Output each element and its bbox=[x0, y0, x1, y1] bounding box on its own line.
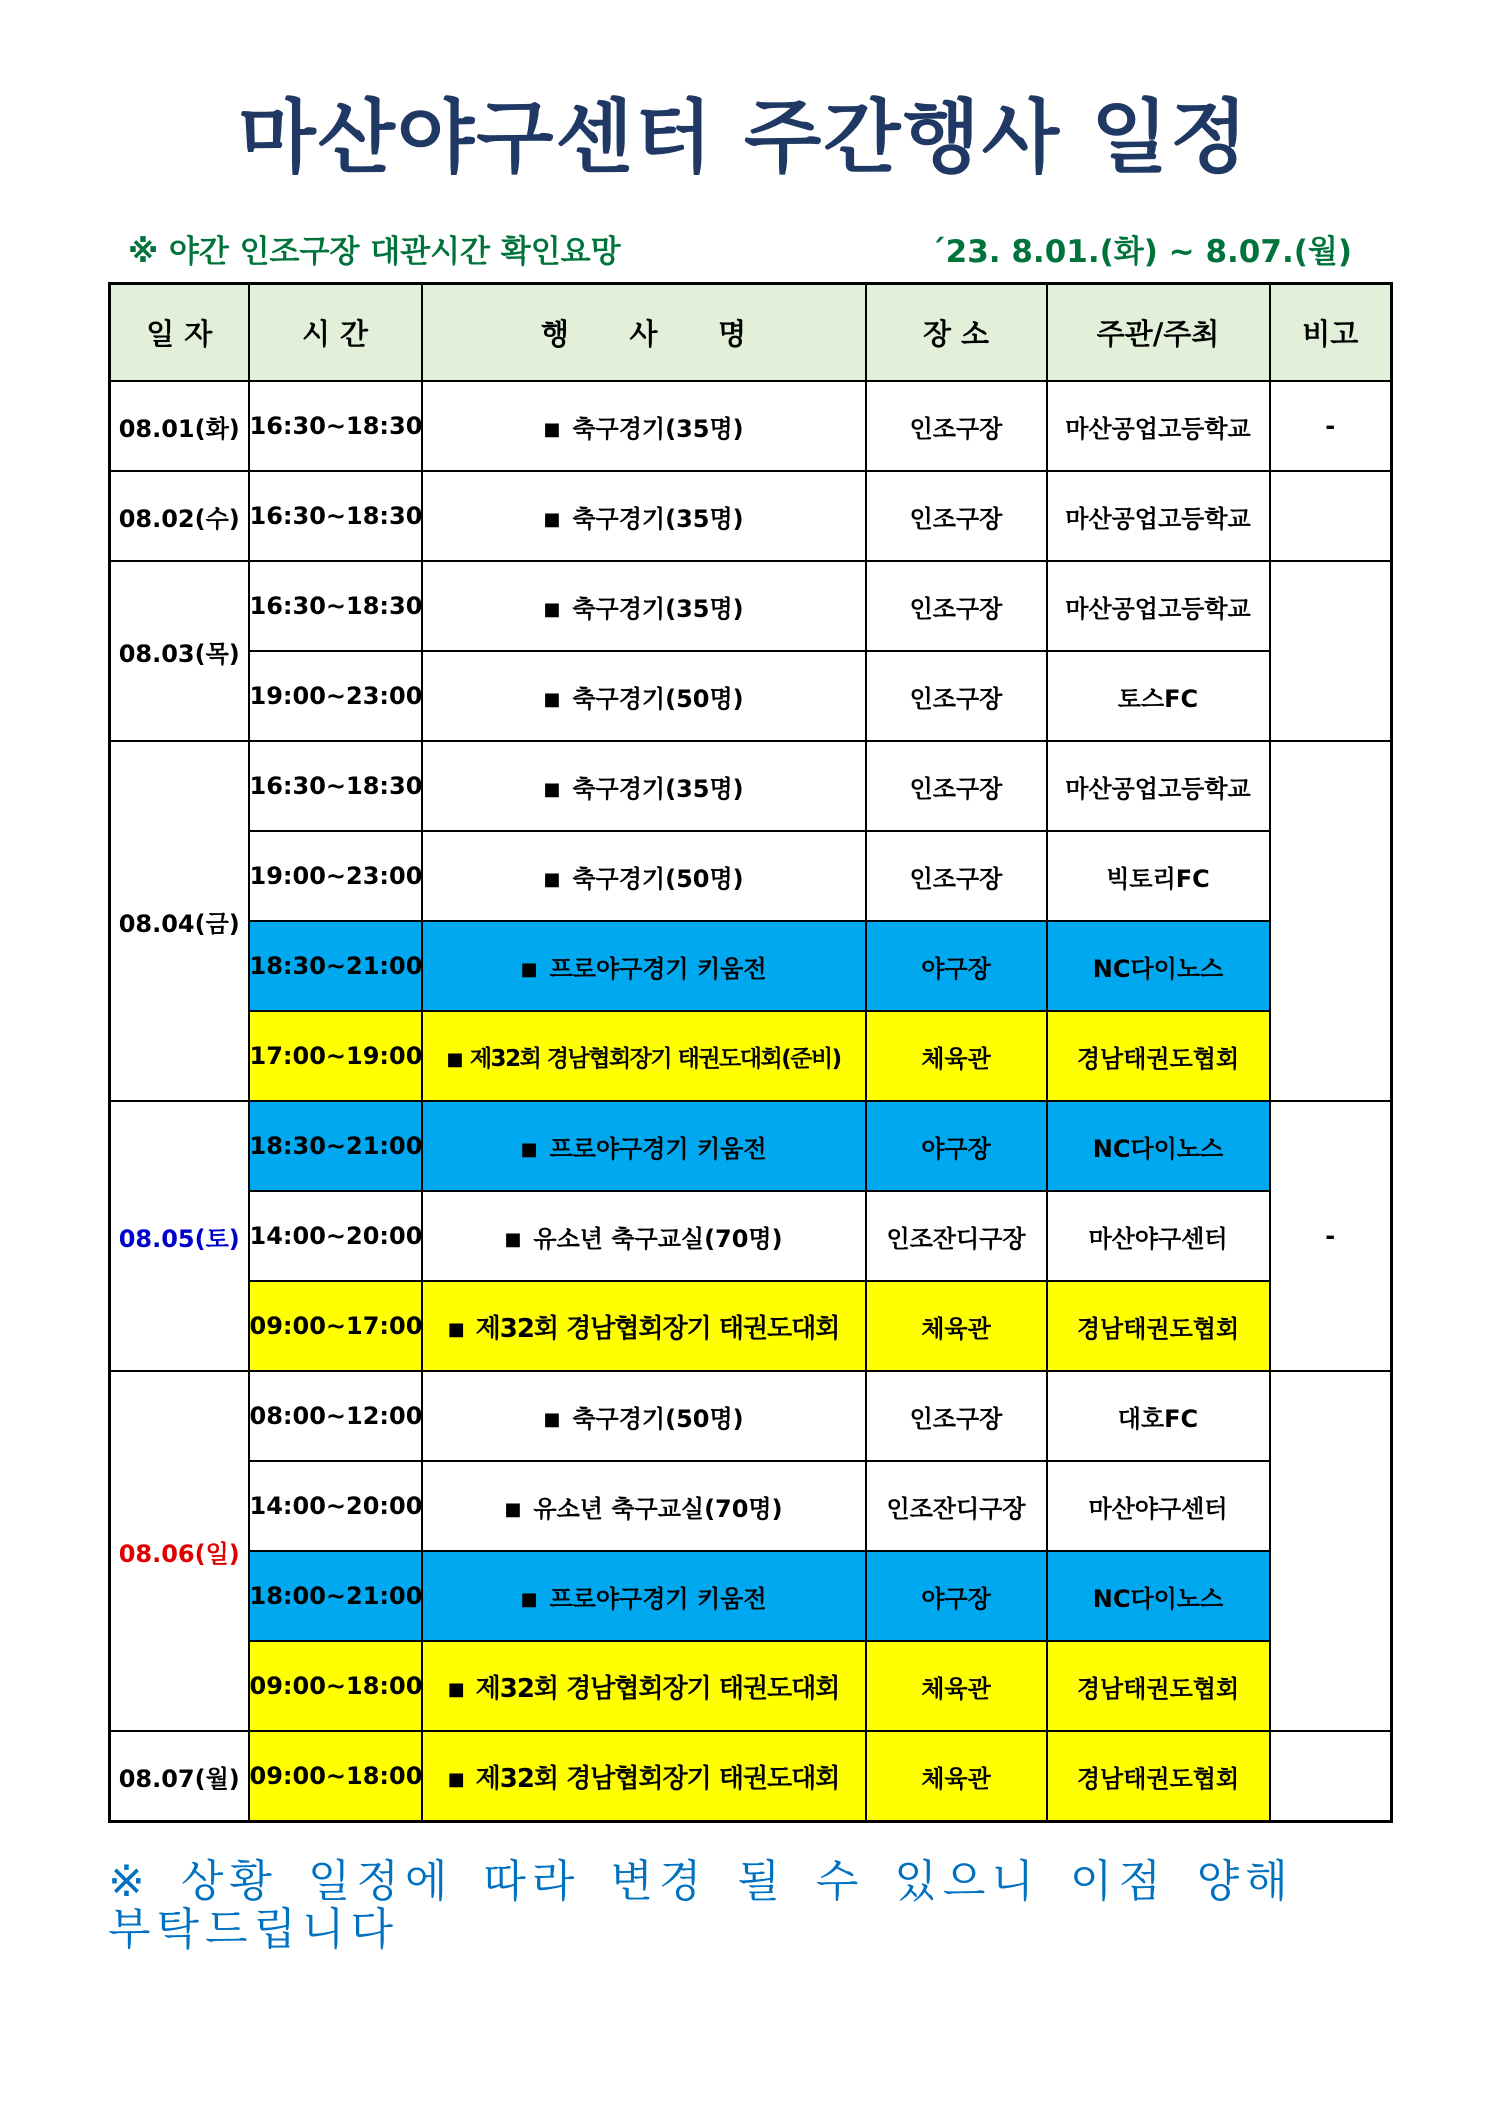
header-place: 장 소 bbox=[866, 284, 1047, 382]
table-row bbox=[110, 1461, 1392, 1551]
event-name: 유소년 축구교실(70명) bbox=[533, 1224, 783, 1253]
event-cell bbox=[422, 1101, 866, 1191]
event-name: 제32회 경남협회장기 태권도대회 bbox=[475, 1313, 840, 1344]
bullet-icon: ■ bbox=[543, 509, 561, 530]
place-cell: 인조잔디구장 bbox=[866, 1191, 1047, 1281]
table-row bbox=[110, 471, 1392, 561]
table-row bbox=[110, 1101, 1392, 1191]
bullet-icon: ■ bbox=[520, 1589, 538, 1610]
header-date: 일 자 bbox=[110, 284, 249, 382]
note-cell bbox=[1270, 741, 1392, 1101]
place-cell: 인조구장 bbox=[866, 651, 1047, 741]
bullet-icon: ■ bbox=[543, 599, 561, 620]
org-cell: 경남태권도협회 bbox=[1047, 1641, 1270, 1731]
event-cell bbox=[422, 831, 866, 921]
bullet-icon: ■ bbox=[543, 779, 561, 800]
event-name: 축구경기(50명) bbox=[572, 1404, 744, 1433]
event-name: 프로야구경기 키움전 bbox=[549, 1584, 767, 1613]
date-cell: 08.02(수) bbox=[110, 471, 249, 561]
org-cell: 마산공업고등학교 bbox=[1047, 741, 1270, 831]
schedule-table bbox=[108, 282, 1393, 1823]
org-cell: NC다이노스 bbox=[1047, 1551, 1270, 1641]
time-cell: 18:30~21:00 bbox=[249, 1101, 422, 1191]
time-cell: 09:00~17:00 bbox=[249, 1281, 422, 1371]
event-name: 제32회 경남협회장기 태권도대회 bbox=[475, 1763, 840, 1794]
date-cell: 08.03(목) bbox=[110, 561, 249, 741]
note-cell: - bbox=[1270, 381, 1392, 471]
time-cell: 18:30~21:00 bbox=[249, 921, 422, 1011]
table-row bbox=[110, 1731, 1392, 1822]
event-name: 축구경기(35명) bbox=[572, 774, 744, 803]
table-row bbox=[110, 1371, 1392, 1461]
event-cell bbox=[422, 651, 866, 741]
event-cell bbox=[422, 741, 866, 831]
event-cell bbox=[422, 1641, 866, 1731]
org-cell: 마산공업고등학교 bbox=[1047, 561, 1270, 651]
bullet-icon: ■ bbox=[543, 689, 561, 710]
table-row bbox=[110, 921, 1392, 1011]
table-row bbox=[110, 1281, 1392, 1371]
table-row bbox=[110, 1011, 1392, 1101]
event-cell bbox=[422, 1011, 866, 1101]
note-cell bbox=[1270, 471, 1392, 561]
place-cell: 체육관 bbox=[866, 1641, 1047, 1731]
header-event: 행 사 명 bbox=[422, 284, 866, 382]
note-cell bbox=[1270, 1371, 1392, 1731]
bullet-icon: ■ bbox=[543, 869, 561, 890]
table-row bbox=[110, 1191, 1392, 1281]
bullet-icon: ■ bbox=[447, 1318, 464, 1340]
event-name: 축구경기(35명) bbox=[572, 414, 744, 443]
place-cell: 체육관 bbox=[866, 1011, 1047, 1101]
org-cell: 마산야구센터 bbox=[1047, 1461, 1270, 1551]
event-cell bbox=[422, 1551, 866, 1641]
org-cell: NC다이노스 bbox=[1047, 1101, 1270, 1191]
org-cell: 마산야구센터 bbox=[1047, 1191, 1270, 1281]
event-cell bbox=[422, 1281, 866, 1371]
org-cell: 토스FC bbox=[1047, 651, 1270, 741]
header-time: 시 간 bbox=[249, 284, 422, 382]
table-header-row bbox=[110, 284, 1392, 382]
date-cell: 08.04(금) bbox=[110, 741, 249, 1101]
time-cell: 19:00~23:00 bbox=[249, 831, 422, 921]
time-cell: 09:00~18:00 bbox=[249, 1641, 422, 1731]
time-cell: 14:00~20:00 bbox=[249, 1191, 422, 1281]
table-row bbox=[110, 1641, 1392, 1731]
place-cell: 야구장 bbox=[866, 921, 1047, 1011]
time-cell: 16:30~18:30 bbox=[249, 471, 422, 561]
page-title: 마산야구센터 주간행사 일정 bbox=[238, 91, 1250, 184]
event-cell bbox=[422, 1461, 866, 1551]
date-cell: 08.01(화) bbox=[110, 381, 249, 471]
event-name: 유소년 축구교실(70명) bbox=[533, 1494, 783, 1523]
time-cell: 18:00~21:00 bbox=[249, 1551, 422, 1641]
place-cell: 체육관 bbox=[866, 1281, 1047, 1371]
place-cell: 인조구장 bbox=[866, 471, 1047, 561]
org-cell: 마산공업고등학교 bbox=[1047, 471, 1270, 561]
event-name: 프로야구경기 키움전 bbox=[549, 954, 767, 983]
bullet-icon: ■ bbox=[446, 1048, 462, 1070]
bullet-icon: ■ bbox=[520, 1139, 538, 1160]
event-cell bbox=[422, 381, 866, 471]
event-name: 프로야구경기 키움전 bbox=[549, 1134, 767, 1163]
time-cell: 16:30~18:30 bbox=[249, 561, 422, 651]
time-cell: 17:00~19:00 bbox=[249, 1011, 422, 1101]
table-row bbox=[110, 381, 1392, 471]
org-cell: 마산공업고등학교 bbox=[1047, 381, 1270, 471]
place-cell: 인조구장 bbox=[866, 1371, 1047, 1461]
place-cell: 야구장 bbox=[866, 1101, 1047, 1191]
time-cell: 16:30~18:30 bbox=[249, 381, 422, 471]
bullet-icon: ■ bbox=[520, 959, 538, 980]
time-cell: 08:00~12:00 bbox=[249, 1371, 422, 1461]
time-cell: 14:00~20:00 bbox=[249, 1461, 422, 1551]
note-cell bbox=[1270, 1731, 1392, 1822]
footer-notice: ※ 상황 일정에 따라 변경 될 수 있으니 이점 양해 부탁드립니다 bbox=[108, 1856, 1294, 1955]
place-cell: 인조잔디구장 bbox=[866, 1461, 1047, 1551]
event-cell bbox=[422, 1371, 866, 1461]
table-row bbox=[110, 831, 1392, 921]
bullet-icon: ■ bbox=[447, 1768, 464, 1790]
place-cell: 인조구장 bbox=[866, 831, 1047, 921]
bullet-icon: ■ bbox=[447, 1678, 464, 1700]
date-cell: 08.07(월) bbox=[110, 1731, 249, 1822]
time-cell: 16:30~18:30 bbox=[249, 741, 422, 831]
event-name: 축구경기(35명) bbox=[572, 594, 744, 623]
header-org: 주관/주최 bbox=[1047, 284, 1270, 382]
table-row bbox=[110, 1551, 1392, 1641]
bullet-icon: ■ bbox=[543, 419, 561, 440]
event-cell bbox=[422, 921, 866, 1011]
event-name: 축구경기(50명) bbox=[572, 864, 744, 893]
bullet-icon: ■ bbox=[504, 1499, 522, 1520]
night-field-notice: ※ 야간 인조구장 대관시간 확인요망 bbox=[128, 234, 621, 270]
table-row bbox=[110, 651, 1392, 741]
org-cell: 대호FC bbox=[1047, 1371, 1270, 1461]
event-name: 제32회 경남협회장기 태권도대회 bbox=[475, 1673, 840, 1704]
event-cell bbox=[422, 561, 866, 651]
date-range: ´23. 8.01.(화) ~ 8.07.(월) bbox=[930, 234, 1352, 270]
place-cell: 인조구장 bbox=[866, 741, 1047, 831]
event-cell bbox=[422, 1191, 866, 1281]
org-cell: 경남태권도협회 bbox=[1047, 1731, 1270, 1822]
bullet-icon: ■ bbox=[504, 1229, 522, 1250]
header-note: 비고 bbox=[1270, 284, 1392, 382]
time-cell: 19:00~23:00 bbox=[249, 651, 422, 741]
place-cell: 인조구장 bbox=[866, 561, 1047, 651]
event-cell bbox=[422, 471, 866, 561]
place-cell: 인조구장 bbox=[866, 381, 1047, 471]
note-cell: - bbox=[1270, 1101, 1392, 1371]
event-name: 축구경기(35명) bbox=[572, 504, 744, 533]
table-row bbox=[110, 741, 1392, 831]
org-cell: 빅토리FC bbox=[1047, 831, 1270, 921]
place-cell: 야구장 bbox=[866, 1551, 1047, 1641]
date-cell: 08.06(일) bbox=[110, 1371, 249, 1731]
event-cell bbox=[422, 1731, 866, 1822]
time-cell: 09:00~18:00 bbox=[249, 1731, 422, 1822]
place-cell: 체육관 bbox=[866, 1731, 1047, 1822]
org-cell: 경남태권도협회 bbox=[1047, 1011, 1270, 1101]
event-name: 축구경기(50명) bbox=[572, 684, 744, 713]
bullet-icon: ■ bbox=[543, 1409, 561, 1430]
date-cell: 08.05(토) bbox=[110, 1101, 249, 1371]
org-cell: NC다이노스 bbox=[1047, 921, 1270, 1011]
table-row bbox=[110, 561, 1392, 651]
event-name: 제32회 경남협회장기 태권도대회(준비) bbox=[469, 1045, 841, 1072]
note-cell bbox=[1270, 561, 1392, 741]
org-cell: 경남태권도협회 bbox=[1047, 1281, 1270, 1371]
